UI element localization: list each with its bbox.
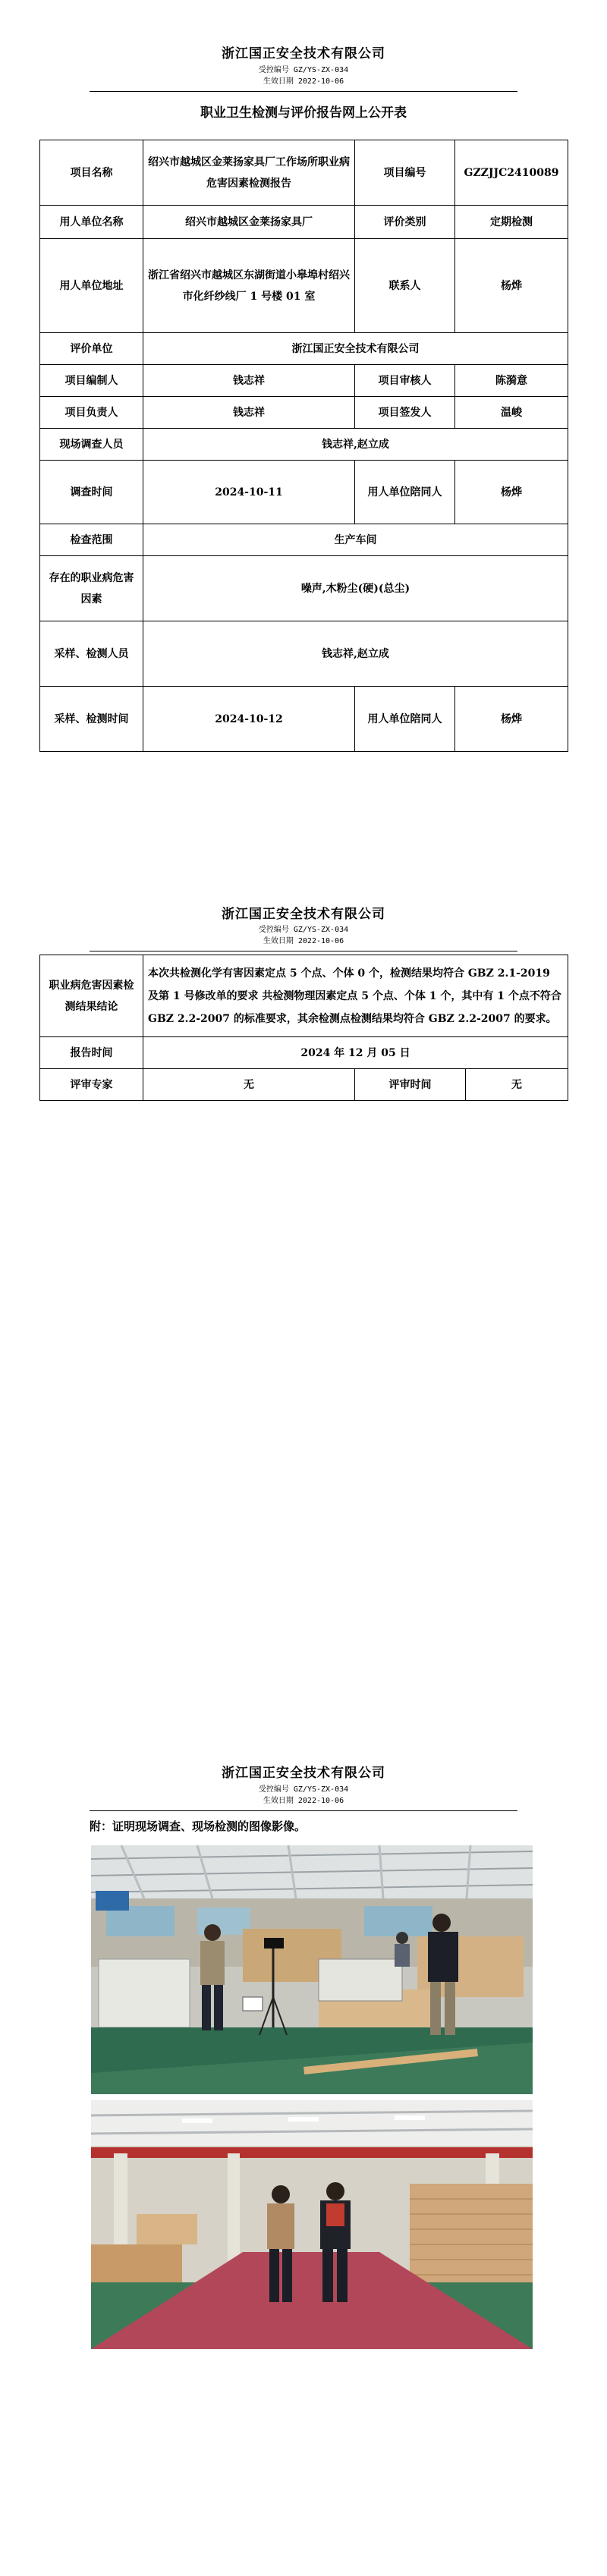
site-survey-photo	[91, 2100, 533, 2349]
project-name-label: 项目名称	[40, 140, 143, 206]
issuer-label: 项目签发人	[355, 397, 455, 429]
effective-date: 生效日期 2022-10-06	[263, 77, 344, 86]
reviewer-label: 项目审核人	[355, 365, 455, 397]
expert-value: 无	[143, 1069, 355, 1101]
report-time-label: 报告时间	[40, 1037, 143, 1069]
header-divider	[90, 1810, 517, 1811]
conclusion-label: 职业病危害因素检测结果结论	[40, 955, 143, 1037]
surveyors-value: 钱志祥,赵立成	[143, 429, 568, 461]
conclusion-value: 本次共检测化学有害因素定点 5 个点、个体 0 个，检测结果均符合 GBZ 2.1-2019 及第 1 号修改单的要求 共检测物理因素定点 5 个点、个体 1 个，其中有 1 个点不符合 GBZ 2.2-2007 的标准要求，其余检测点检测结果均符合 GBZ 2.2-2007 的要求。	[143, 955, 568, 1037]
company-name: 浙江国正安全技术有限公司	[222, 1766, 385, 1781]
header-divider	[90, 91, 517, 92]
table-row	[40, 1069, 568, 1101]
companion2-value: 杨烨	[455, 687, 568, 752]
table-row	[40, 687, 568, 752]
table-row	[40, 397, 568, 429]
companion-value: 杨烨	[455, 461, 568, 524]
compiler-value: 钱志祥	[143, 365, 355, 397]
companion2-label: 用人单位陪同人	[355, 687, 455, 752]
review-time-value: 无	[466, 1069, 568, 1101]
effective-date: 生效日期 2022-10-06	[263, 1797, 344, 1805]
survey-time-label: 调查时间	[40, 461, 143, 524]
surveyors-label: 现场调查人员	[40, 429, 143, 461]
evaluator-label: 评价单位	[40, 333, 143, 365]
report-info-table	[39, 140, 568, 752]
table-row	[40, 365, 568, 397]
reviewer-value: 陈漪意	[455, 365, 568, 397]
table-row	[40, 429, 568, 461]
sample-time-value: 2024-10-12	[143, 687, 355, 752]
effective-date: 生效日期 2022-10-06	[263, 937, 344, 945]
eval-type-value: 定期检测	[455, 206, 568, 239]
page-title: 职业卫生检测与评价报告网上公开表	[200, 105, 407, 121]
samplers-value: 钱志祥,赵立成	[143, 621, 568, 687]
company-name: 浙江国正安全技术有限公司	[222, 46, 385, 61]
scope-value: 生产车间	[143, 524, 568, 556]
project-name-value: 绍兴市越城区金莱扬家具厂工作场所职业病危害因素检测报告	[143, 140, 355, 206]
employer-value: 绍兴市越城区金莱扬家具厂	[143, 206, 355, 239]
review-time-label: 评审时间	[355, 1069, 466, 1101]
table-row	[40, 333, 568, 365]
compiler-label: 项目编制人	[40, 365, 143, 397]
contact-label: 联系人	[355, 239, 455, 333]
attachment-caption: 附：证明现场调查、现场检测的图像影像。	[90, 1820, 307, 1833]
conclusion-table	[39, 955, 568, 1101]
control-number: 受控编号 GZ/YS-ZX-034	[258, 1785, 349, 1794]
survey-time-value: 2024-10-11	[143, 461, 355, 524]
report-time-value: 2024 年 12 月 05 日	[143, 1037, 568, 1069]
evaluator-value: 浙江国正安全技术有限公司	[143, 333, 568, 365]
company-name: 浙江国正安全技术有限公司	[222, 907, 385, 922]
contact-value: 杨烨	[455, 239, 568, 333]
samplers-label: 采样、检测人员	[40, 621, 143, 687]
hazards-label: 存在的职业病危害因素	[40, 556, 143, 621]
control-number: 受控编号 GZ/YS-ZX-034	[258, 926, 349, 934]
hazards-value: 噪声,木粉尘(硬)(总尘)	[143, 556, 568, 621]
table-row	[40, 206, 568, 239]
expert-label: 评审专家	[40, 1069, 143, 1101]
address-label: 用人单位地址	[40, 239, 143, 333]
companion-label: 用人单位陪同人	[355, 461, 455, 524]
table-row	[40, 461, 568, 524]
control-number: 受控编号 GZ/YS-ZX-034	[258, 66, 349, 74]
site-detection-photo	[91, 1845, 533, 2094]
eval-type-label: 评价类别	[355, 206, 455, 239]
table-row	[40, 556, 568, 621]
address-value: 浙江省绍兴市越城区东湖街道小皋埠村绍兴市化纤纱线厂 1 号楼 01 室	[143, 239, 355, 333]
table-row	[40, 1037, 568, 1069]
manager-value: 钱志祥	[143, 397, 355, 429]
issuer-value: 温峻	[455, 397, 568, 429]
manager-label: 项目负责人	[40, 397, 143, 429]
sample-time-label: 采样、检测时间	[40, 687, 143, 752]
table-row	[40, 524, 568, 556]
scope-label: 检查范围	[40, 524, 143, 556]
table-row	[40, 955, 568, 1037]
table-row	[40, 621, 568, 687]
employer-label: 用人单位名称	[40, 206, 143, 239]
table-row	[40, 239, 568, 333]
project-no-value: GZZJJC2410089	[455, 140, 568, 206]
table-row	[40, 140, 568, 206]
project-no-label: 项目编号	[355, 140, 455, 206]
